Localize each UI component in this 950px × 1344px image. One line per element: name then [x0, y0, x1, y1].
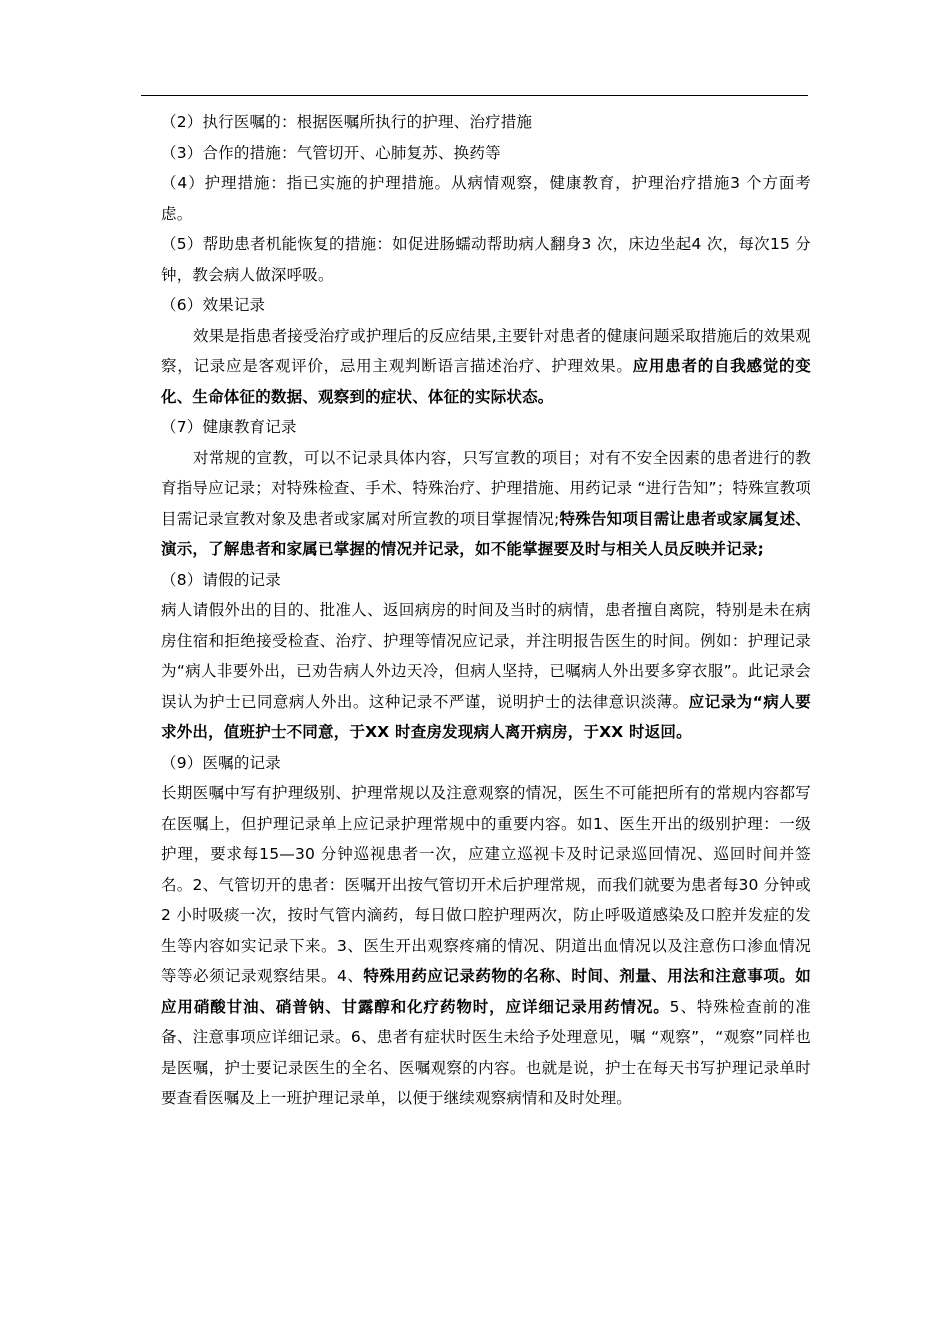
section-8-bold-text: 应记录为“病人要求外出，值班护士不同意，于XX 时查房发现病人离开病房，于XX 时返回。 — [161, 692, 811, 741]
item-2: （2）执行医嘱的：根据医嘱所执行的护理、治疗措施 — [161, 113, 533, 131]
section-7-text: 对常规的宣教，可以不记录具体内容，只写宣教的项目；对有不安全因素的患者进行的教育指导应记录；对特殊检查、手术、特殊治疗、护理措施、用药记录 “进行告知”；特殊宣教项目需记录宣教对象及患者或家属对所宣教的项目掌握情况; — [161, 448, 811, 528]
item-3: （3）合作的措施：气管切开、心肺复苏、换药等 — [161, 143, 501, 162]
section-6-bold-text: 应用患者的自我感觉的变化、生命体征的数据、观察到的症状、体征的实际状态。 — [161, 357, 811, 406]
section-6-text: 效果是指患者接受治疗或护理后的反应结果,主要针对患者的健康问题采取措施后的效果观察，记录应是客观评价，忌用主观判断语言描述治疗、护理效果。 — [161, 326, 811, 375]
item-4: （4）护理措施：指已实施的护理措施。从病情观察，健康教育，护理治疗措施3 个方面考虑。 — [161, 174, 811, 223]
document-body — [161, 107, 811, 1114]
section-9-paragraph — [161, 778, 811, 1114]
section-9-text: 长期医嘱中写有护理级别、护理常规以及注意观察的情况，医生不可能把所有的常规内容都写在医嘱上，但护理记录单上应记录护理常规中的重要内容。如1、医生开出的级别护理：一级护理，要求每15—30 分钟巡视患者一次，应建立巡视卡及时记录巡回情况、巡回时间并签名。2、气管切开的患者：医嘱开出按气管切开术后护理常规，而我们就要为患者每30 分钟或2 小时吸痰一次，按时气管内滴药，每日做口腔护理两次，防止呼吸道感染及口腔并发症的发生等内容如实记录下来。3、医生开出观察疼痛的情况、阴道出血情况以及注意伤口渗血情况等等必须记录观察结果。4、 — [161, 784, 811, 985]
header-rule — [141, 95, 808, 96]
item-5: （5）帮助患者机能恢复的措施：如促进肠蠕动帮助病人翻身3 次，床边坐起4 次，每次15 分钟，教会病人做深呼吸。 — [161, 235, 811, 284]
section-9-heading: （9）医嘱的记录 — [161, 753, 281, 772]
section-6-paragraph — [161, 321, 811, 413]
section-8-text: 病人请假外出的目的、批准人、返回病房的时间及当时的病情，患者擅自离院，特别是未在病房住宿和拒绝接受检查、治疗、护理等情况应记录，并注明报告医生的时间。例如：护理记录为“病人非要外出，已劝告病人外边天冷，但病人坚持，已嘱病人外出要多穿衣服”。此记录会误认为护士已同意病人外出。这种记录不严谨，说明护士的法律意识淡薄。 — [161, 601, 811, 711]
section-6-heading: （6）效果记录 — [161, 296, 266, 314]
section-7-paragraph — [161, 443, 811, 565]
section-8-heading: （8）请假的记录 — [161, 570, 281, 589]
section-9-bold-text: 特殊用药应记录药物的名称、时间、剂量、用法和注意事项。如应用硝酸甘油、硝普钠、甘露醇和化疗药物时，应详细记录用药情况。 — [161, 967, 811, 1016]
section-8-paragraph — [161, 595, 811, 748]
section-7-heading: （7）健康教育记录 — [161, 418, 297, 436]
section-7-bold-text: 特殊告知项目需让患者或家属复述、演示，了解患者和家属已掌握的情况并记录，如不能掌握要及时与相关人员反映并记录; — [161, 509, 811, 558]
section-9-tail-text: 5、特殊检查前的准备、注意事项应详细记录。6、患者有症状时医生未给予处理意见，嘱 “观察”，“观察”同样也是医嘱，护士要记录医生的全名、医嘱观察的内容。也就是说，护士在每天书写护理记录单时要查看医嘱及上一班护理记录单，以便于继续观察病情和及时处理。 — [161, 997, 812, 1107]
